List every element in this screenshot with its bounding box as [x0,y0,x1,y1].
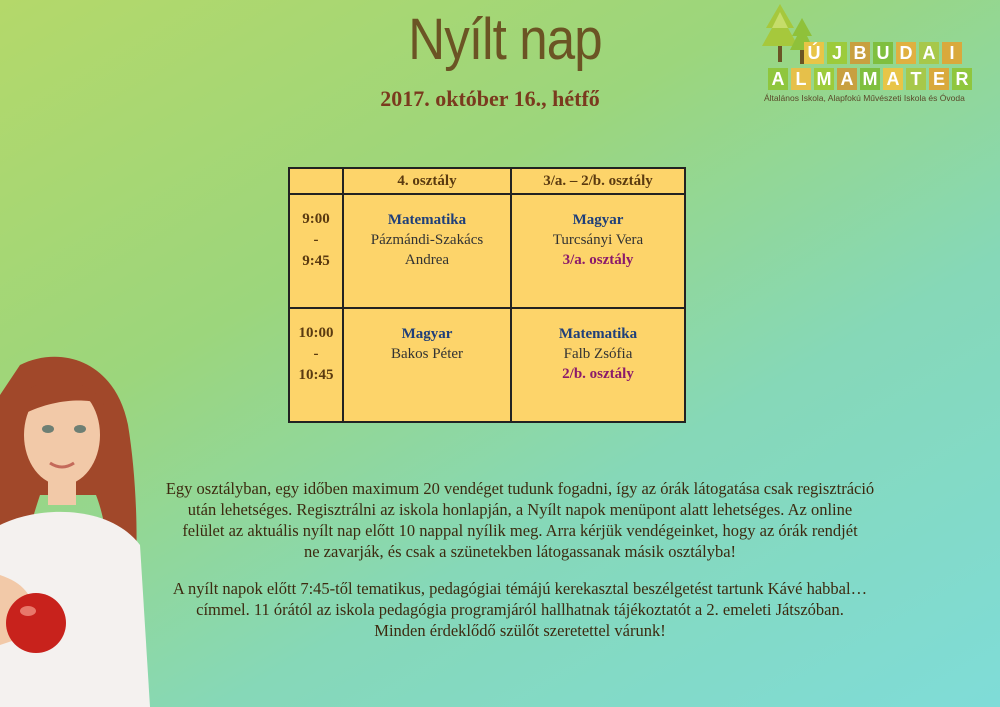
lesson-cell [343,194,511,308]
paragraph-line: felület az aktuális nyílt nap előtt 10 nappal nyílik meg. Arra kérjük vendégeinket, hogy az órák rendjét [182,521,858,540]
paragraph-line: ne zavarják, és csak a szünetekben látogassanak másik osztályba! [303,542,737,561]
roundtable-paragraph [130,578,910,641]
paragraph-line: A nyílt napok előtt 7:45-től tematikus, pedagógiai témájú kerekasztal beszélgetést tartunk Kávé habbal… [172,579,868,598]
time-start: 10:00 [298,325,334,341]
time-dash: - [313,232,319,248]
table-row [289,308,685,422]
time-start: 9:00 [302,211,330,227]
paragraph-line: Egy osztályban, egy időben maximum 20 vendéget tudunk fogadni, így az órák látogatása csak regisztráció [165,479,875,498]
logo-letter: J [827,42,847,64]
logo-letter: Ú [804,42,824,64]
logo-letter: A [837,68,857,90]
teacher: Andrea [404,252,450,268]
schedule-table [288,167,686,423]
table-header-row [289,168,685,194]
page-title: Nyílt nap [408,7,602,72]
logo-letter: R [952,68,972,90]
subject: Magyar [572,212,624,228]
time-end: 9:45 [302,253,330,269]
table-row [289,194,685,308]
logo-letter: E [929,68,949,90]
time-cell [289,308,343,422]
event-date: 2017. október 16., hétfő [380,86,600,111]
logo-letter: A [883,68,903,90]
teacher: Falb Zsófia [563,346,633,362]
class-label: 2/b. osztály [562,366,634,382]
lesson-cell [511,308,685,422]
girl-with-apple-image [0,355,150,707]
table-header-cell: 3/a. – 2/b. osztály [511,168,685,194]
registration-paragraph [130,478,910,562]
subject: Matematika [387,212,467,228]
table-header-cell [289,168,343,194]
logo-letter: B [850,42,870,64]
time-cell [289,194,343,308]
logo-letter: A [768,68,788,90]
logo-subtitle: Általános Iskola, Alapfokú Művészeti Iskola és Óvoda [764,93,965,103]
paragraph-line: Minden érdeklődő szülőt szeretettel várunk! [374,621,666,640]
logo-letter: I [942,42,962,64]
teacher: Pázmándi-Szakács [370,232,484,248]
logo-row-almamater [768,68,972,90]
table-header-cell: 4. osztály [343,168,511,194]
logo-letter: M [814,68,834,90]
lesson-cell [511,194,685,308]
logo-letter: T [906,68,926,90]
paragraph-line: címmel. 11 órától az iskola pedagógia programjáról hallhatnak tájékoztatót a 2. emeleti Játszóban. [196,600,844,619]
logo-letter: M [860,68,880,90]
school-logo [760,2,990,107]
time-end: 10:45 [298,367,334,383]
teacher: Bakos Péter [390,346,464,362]
subject: Magyar [401,326,453,342]
logo-letter: U [873,42,893,64]
class-label: 3/a. osztály [562,252,634,268]
logo-row-ujbudai [804,42,962,64]
subject: Matematika [558,326,638,342]
time-dash: - [313,346,319,362]
logo-letter: L [791,68,811,90]
lesson-cell [343,308,511,422]
paragraph-line: után lehetséges. Regisztrálni az iskola honlapján, a Nyílt napok menüpont alatt lehetséges. Az online [187,500,853,519]
logo-letter: D [896,42,916,64]
logo-letter: A [919,42,939,64]
teacher: Turcsányi Vera [552,232,644,248]
